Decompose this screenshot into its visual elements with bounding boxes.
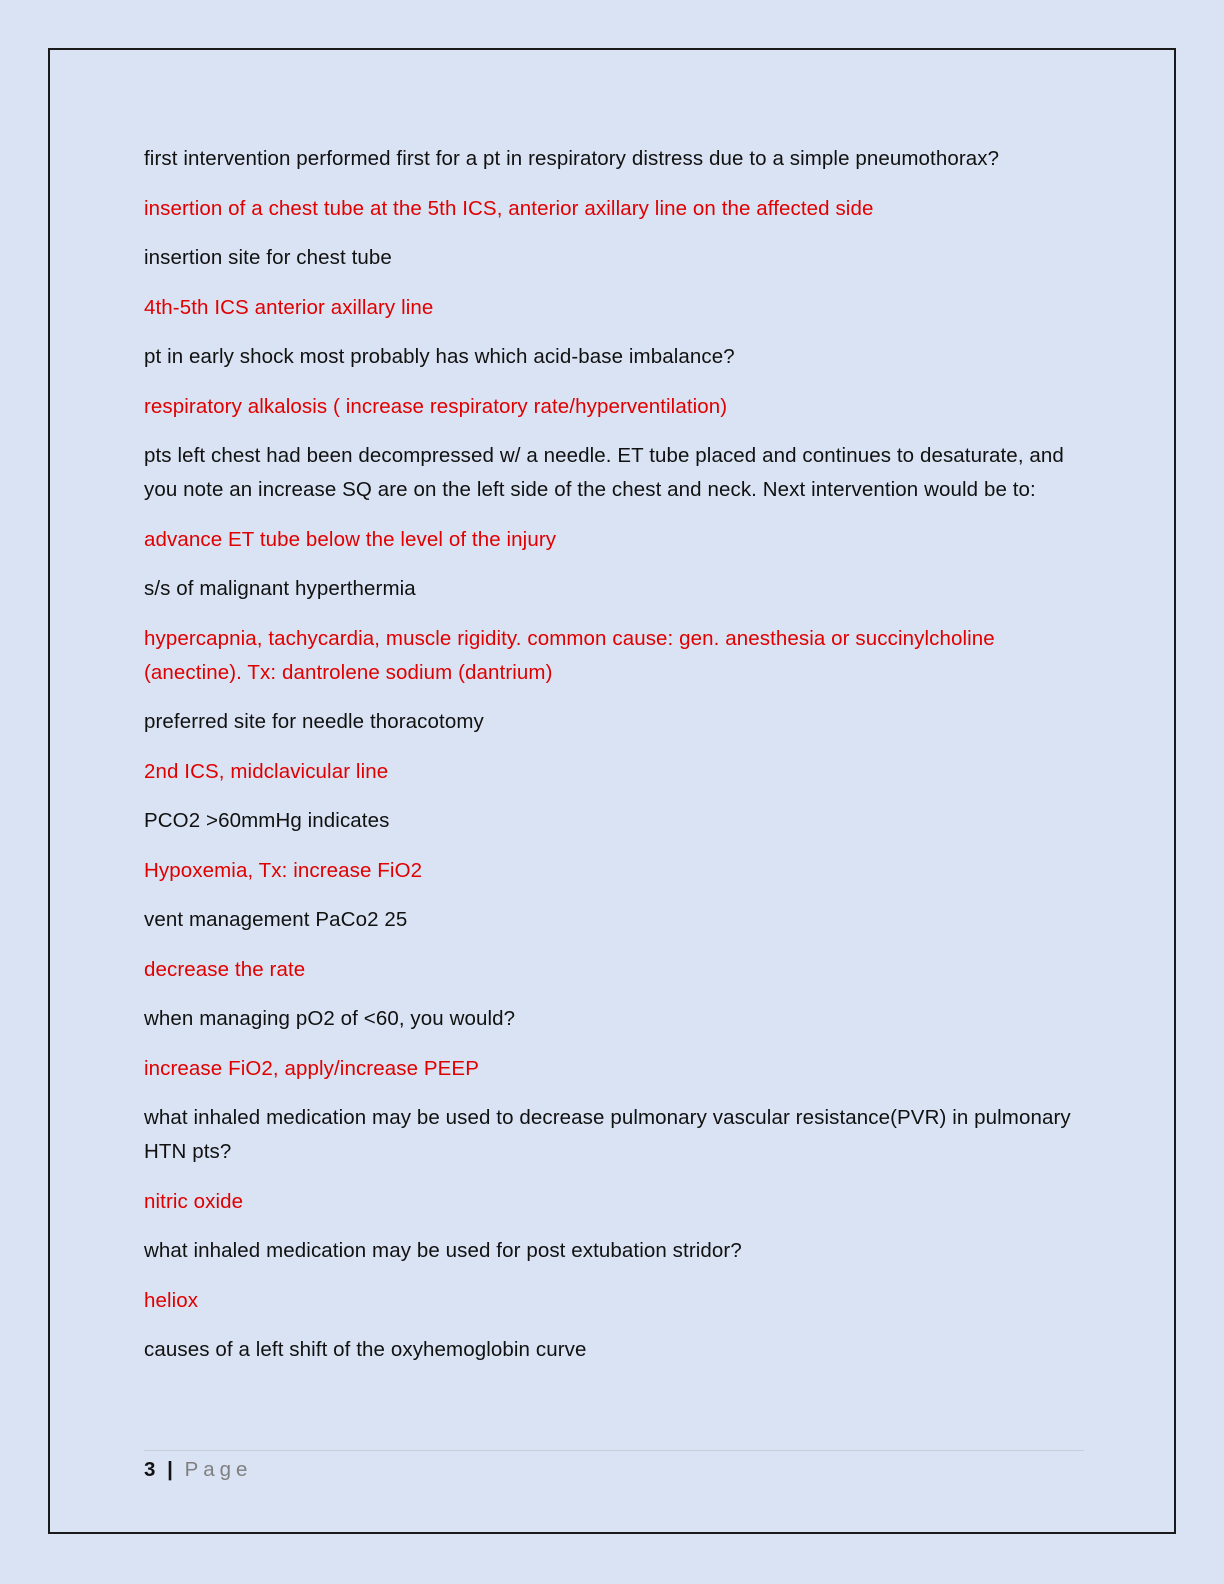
answer-paragraph: Hypoxemia, Tx: increase FiO2 [144, 858, 423, 882]
answer-paragraph: respiratory alkalosis ( increase respiratory rate/hyperventilation) [144, 394, 728, 418]
document-body [144, 142, 1084, 1383]
answer-paragraph: nitric oxide [144, 1189, 244, 1213]
footer-separator: | [167, 1458, 173, 1481]
page-footer [144, 1456, 252, 1484]
question-paragraph: what inhaled medication may be used to decrease pulmonary vascular resistance(PVR) in pulmonary HTN pts? [144, 1106, 1071, 1163]
page-number: 3 [144, 1458, 156, 1481]
question-paragraph: vent management PaCo2 25 [144, 908, 408, 931]
answer-paragraph: insertion of a chest tube at the 5th ICS, anterior axillary line on the affected side [144, 196, 874, 220]
answer-paragraph: hypercapnia, tachycardia, muscle rigidity. common cause: gen. anesthesia or succinylcholine (anectine). Tx: dantrolene sodium (dantrium) [144, 626, 995, 684]
question-paragraph: first intervention performed first for a pt in respiratory distress due to a simple pneumothorax? [144, 147, 1000, 170]
question-paragraph: what inhaled medication may be used for post extubation stridor? [144, 1239, 742, 1262]
question-paragraph: causes of a left shift of the oxyhemoglobin curve [144, 1338, 587, 1361]
answer-paragraph: advance ET tube below the level of the injury [144, 527, 557, 551]
page-label: Page [184, 1458, 253, 1481]
answer-paragraph: heliox [144, 1288, 199, 1312]
question-paragraph: when managing pO2 of <60, you would? [144, 1007, 516, 1030]
question-paragraph: PCO2 >60mmHg indicates [144, 809, 390, 832]
question-paragraph: preferred site for needle thoracotomy [144, 710, 484, 733]
question-paragraph: pts left chest had been decompressed w/ a needle. ET tube placed and continues to desaturate, and you note an increase SQ are on the left side of the chest and neck. Next intervention would be to: [144, 444, 1064, 501]
answer-paragraph: 2nd ICS, midclavicular line [144, 759, 389, 783]
answer-paragraph: 4th-5th ICS anterior axillary line [144, 295, 434, 319]
question-paragraph: pt in early shock most probably has which acid-base imbalance? [144, 345, 735, 368]
answer-paragraph: decrease the rate [144, 957, 306, 981]
footer-divider [144, 1450, 1084, 1451]
question-paragraph: s/s of malignant hyperthermia [144, 577, 416, 600]
answer-paragraph: increase FiO2, apply/increase PEEP [144, 1056, 479, 1080]
question-paragraph: insertion site for chest tube [144, 246, 392, 269]
